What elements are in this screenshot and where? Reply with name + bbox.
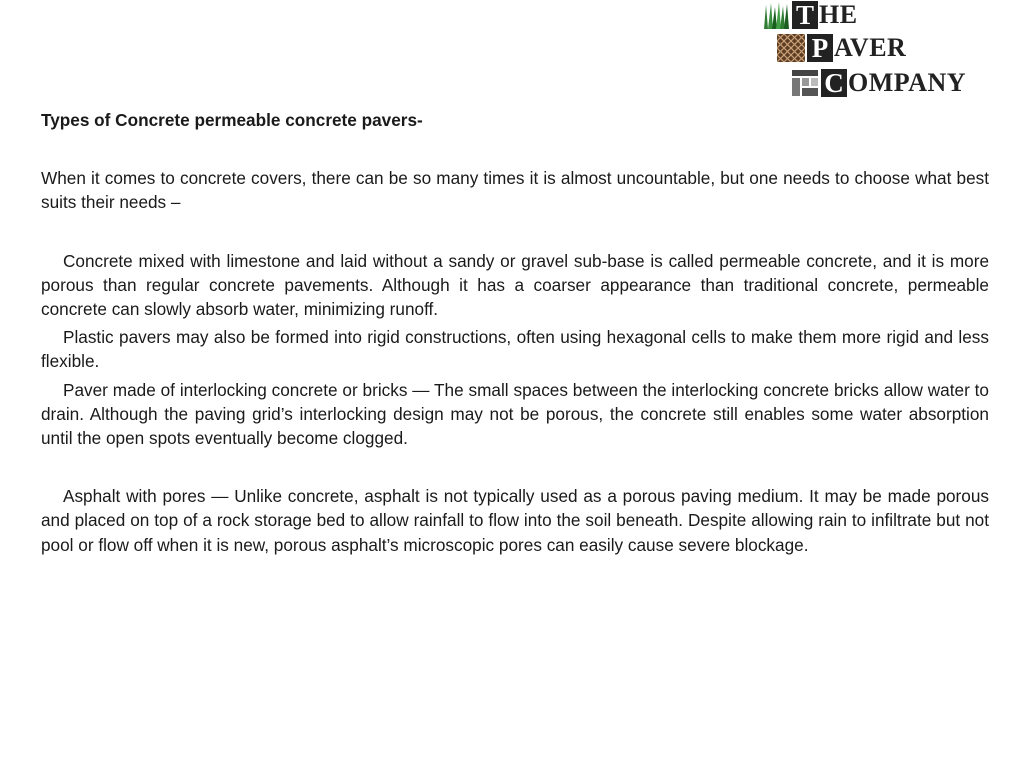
paragraph-interlocking-pavers: Paver made of interlocking concrete or bricks — The small spaces between the interlocking concrete bricks allow water to drain. Although the paving grid’s interlocking design may not be porous, the concrete still enables some water absorption until the open spots eventually become clogged. [41,379,989,449]
intro-paragraph: When it comes to concrete covers, there can be so many times it is almost uncountable, but one needs to choose what best suits their needs – [41,168,989,213]
logo-letter-t: T [792,1,818,29]
brick-pattern-icon [777,34,805,62]
building-blocks-icon [791,69,819,97]
paragraph-porous-asphalt: Asphalt with pores — Unlike concrete, asphalt is not typically used as a porous paving medium. It may be made porous and placed on top of a rock storage bed to allow rainfall to flow into the soil beneath. Despite allowing rain to infiltrate but not pool or flow off when it is new, porous asphalt’s microscopic pores can easily cause severe blockage. [41,486,989,555]
logo-word-company: OMPANY [848,68,967,97]
document-body [41,108,989,561]
logo-letter-p: P [807,34,833,62]
logo-word-the: HE [819,0,858,29]
logo-word-paver: AVER [834,33,907,62]
paragraph-permeable-concrete: Concrete mixed with limestone and laid without a sandy or gravel sub-base is called permeable concrete, and it is more porous than regular concrete pavements. Although it has a coarser appearance than traditional concrete, permeable concrete can slowly absorb water, minimizing runoff. [41,250,989,320]
logo-letter-c: C [821,69,847,97]
grass-icon [762,1,790,29]
paragraph-plastic-pavers: Plastic pavers may also be formed into rigid constructions, often using hexagonal cells to make them more rigid and less flexible. [41,327,989,372]
company-logo [760,0,1000,100]
document-heading: Types of Concrete permeable concrete pavers- [41,110,423,130]
logo-line-company [791,68,966,98]
logo-line-the [762,0,858,30]
logo-line-paver [777,33,906,63]
